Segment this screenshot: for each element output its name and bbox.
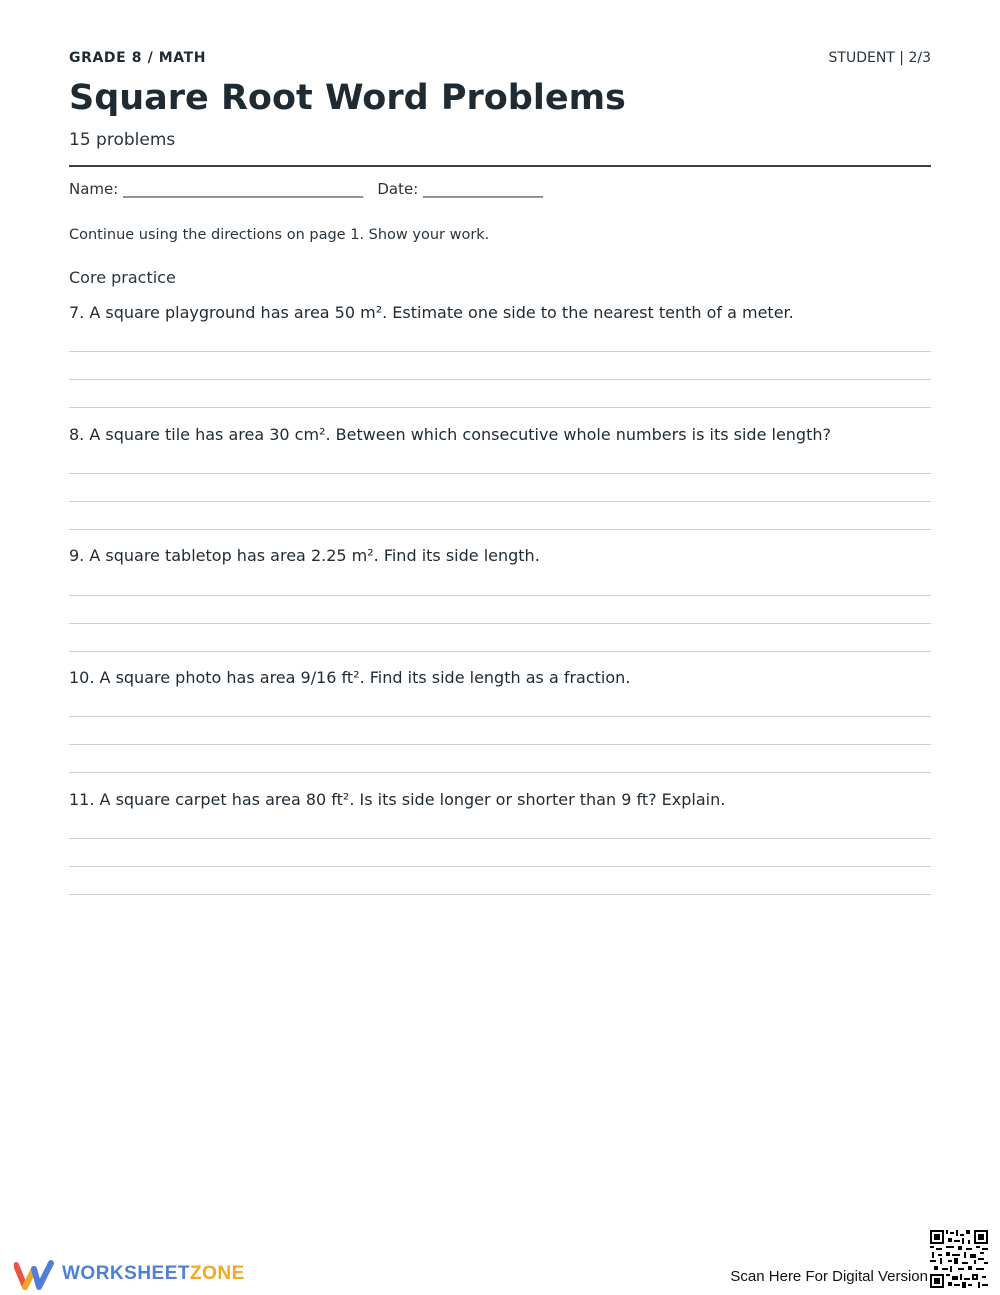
logo-text-worksheet: WORKSHEET (62, 1263, 190, 1284)
answer-line[interactable] (69, 651, 931, 652)
problem-text: 7. A square playground has area 50 m². Estimate one side to the nearest tenth of a meter. (69, 303, 794, 322)
answer-line[interactable] (69, 716, 931, 717)
problem-count: 15 problems (69, 130, 176, 150)
answer-line[interactable] (69, 473, 931, 474)
problem-text: 11. A square carpet has area 80 ft². Is its side longer or shorter than 9 ft? Explain. (69, 790, 726, 809)
problem-7 (69, 303, 931, 322)
problem-text: 9. A square tabletop has area 2.25 m². Find its side length. (69, 546, 540, 565)
problem-11 (69, 790, 931, 809)
directions-text: Continue using the directions on page 1. Show your work. (69, 227, 490, 243)
answer-line[interactable] (69, 529, 931, 530)
problem-text: 8. A square tile has area 30 cm². Between which consecutive whole numbers is its side length? (69, 425, 831, 444)
answer-line[interactable] (69, 351, 931, 352)
answer-line[interactable] (69, 623, 931, 624)
problem-10 (69, 668, 931, 687)
answer-line[interactable] (69, 838, 931, 839)
header-bar (69, 50, 931, 70)
answer-line[interactable] (69, 407, 931, 408)
name-date-fields: Name: ________________________________ Date: ________________ (69, 180, 544, 198)
problem-9 (69, 546, 931, 565)
page-title: Square Root Word Problems (69, 78, 626, 118)
problem-text: 10. A square photo has area 9/16 ft². Find its side length as a fraction. (69, 668, 631, 687)
scan-caption: Scan Here For Digital Version (730, 1268, 928, 1285)
answer-line[interactable] (69, 595, 931, 596)
answer-line[interactable] (69, 379, 931, 380)
header-divider (69, 165, 931, 167)
qr-code-icon[interactable] (930, 1230, 988, 1288)
grade-subject-label: GRADE 8 / MATH (69, 50, 207, 66)
worksheetzone-logo[interactable] (14, 1259, 254, 1291)
logo-text-zone: ZONE (190, 1263, 245, 1284)
answer-line[interactable] (69, 744, 931, 745)
logo-wordmark (62, 1263, 245, 1285)
answer-line[interactable] (69, 501, 931, 502)
answer-line[interactable] (69, 772, 931, 773)
answer-line[interactable] (69, 894, 931, 895)
answer-line[interactable] (69, 866, 931, 867)
logo-mark-icon (14, 1259, 56, 1291)
problem-8 (69, 425, 931, 444)
section-label: Core practice (69, 268, 176, 287)
page-indicator: STUDENT | 2/3 (828, 50, 931, 66)
